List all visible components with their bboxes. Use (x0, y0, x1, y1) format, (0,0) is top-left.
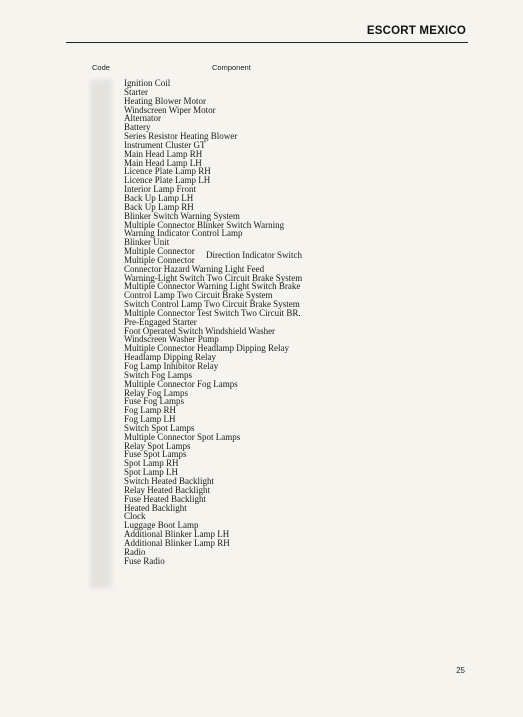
component-item: Multiple Connector Test Switch Two Circuit BR. (124, 307, 301, 318)
component-item: Battery (124, 122, 151, 133)
component-item: Blinker Switch Warning System (124, 210, 240, 221)
component-item: Spot Lamp RH (124, 458, 179, 469)
blurred-code-column (90, 80, 112, 588)
component-item: Blinker Unit (124, 237, 170, 248)
component-item: Series Resistor Heating Blower (124, 131, 238, 142)
component-item: Pre-Engaged Starter (124, 316, 197, 327)
component-item: Multiple Connector (124, 255, 195, 266)
component-item: Clock (124, 511, 146, 522)
component-item: Switch Control Lamp Two Circuit Brake System (124, 299, 300, 310)
component-item: Switch Spot Lamps (124, 422, 195, 433)
component-item: Fuse Spot Lamps (124, 449, 187, 460)
component-column-header: Component (212, 63, 251, 72)
page-number: 25 (456, 666, 465, 675)
component-item: Alternator (124, 113, 161, 124)
component-item: Windscreen Washer Pump (124, 334, 219, 345)
component-item: Headlamp Dipping Relay (124, 352, 216, 363)
component-item: Control Lamp Two Circuit Brake System (124, 290, 273, 301)
component-item: Relay Fog Lamps (124, 387, 188, 398)
component-item: Luggage Boot Lamp (124, 520, 199, 531)
component-item: Foot Operated Switch Windshield Washer (124, 325, 276, 336)
component-item: Radio (124, 546, 146, 557)
component-item: Relay Heated Backlight (124, 484, 210, 495)
title-rule (66, 42, 468, 43)
component-item: Interior Lamp Front (124, 184, 196, 195)
component-item: Multiple Connector Headlamp Dipping Relay (124, 343, 289, 354)
component-item: Back Up Lamp LH (124, 192, 194, 203)
component-item: Windscreen Wiper Motor (124, 104, 216, 115)
component-item: Fog Lamp RH (124, 405, 177, 416)
component-item: Fuse Fog Lamps (124, 396, 185, 407)
component-item: Additional Blinker Lamp RH (124, 537, 230, 548)
code-column-header: Code (92, 63, 110, 72)
component-item: Fog Lamp LH (124, 414, 176, 425)
component-item: Relay Spot Lamps (124, 440, 191, 451)
component-item: Instrument Cluster GT (124, 139, 206, 150)
component-item: Multiple Connector Blinker Switch Warning (124, 219, 285, 230)
component-item: Switch Fog Lamps (124, 369, 193, 380)
component-item: Fog Lamp Inhibitor Relay (124, 361, 219, 371)
component-item: Starter (124, 86, 148, 97)
component-item-group (124, 247, 302, 265)
component-item: Warning-Light Switch Two Circuit Brake System (124, 272, 303, 283)
component-item: Ignition Coil (124, 78, 171, 88)
component-item: Back Up Lamp RH (124, 201, 194, 212)
component-item: Multiple Connector Spot Lamps (124, 431, 241, 442)
component-item: Fuse Radio (124, 555, 165, 566)
component-group-label: Direction Indicator Switch (206, 250, 302, 261)
component-item: Warning Indicator Control Lamp (124, 228, 243, 239)
component-item: Licence Plate Lamp RH (124, 166, 211, 177)
page-title: ESCORT MEXICO (366, 25, 466, 37)
component-item: Connector Hazard Warning Light Feed (124, 263, 265, 274)
component-item: Multiple Connector Warning Light Switch Brake (124, 281, 301, 292)
component-item: Licence Plate Lamp LH (124, 175, 211, 186)
component-item: Fuse Heated Backlight (124, 493, 206, 504)
component-item: Multiple Connector (124, 246, 195, 257)
component-item: Main Head Lamp LH (124, 157, 202, 168)
component-item: Heated Backlight (124, 502, 187, 513)
component-item: Spot Lamp LH (124, 467, 178, 478)
component-item: Main Head Lamp RH (124, 148, 203, 159)
component-list (124, 79, 302, 565)
component-item: Multiple Connector Fog Lamps (124, 378, 238, 389)
component-item: Switch Heated Backlight (124, 475, 214, 486)
component-item: Heating Blower Motor (124, 95, 206, 106)
component-item: Additional Blinker Lamp LH (124, 529, 230, 540)
